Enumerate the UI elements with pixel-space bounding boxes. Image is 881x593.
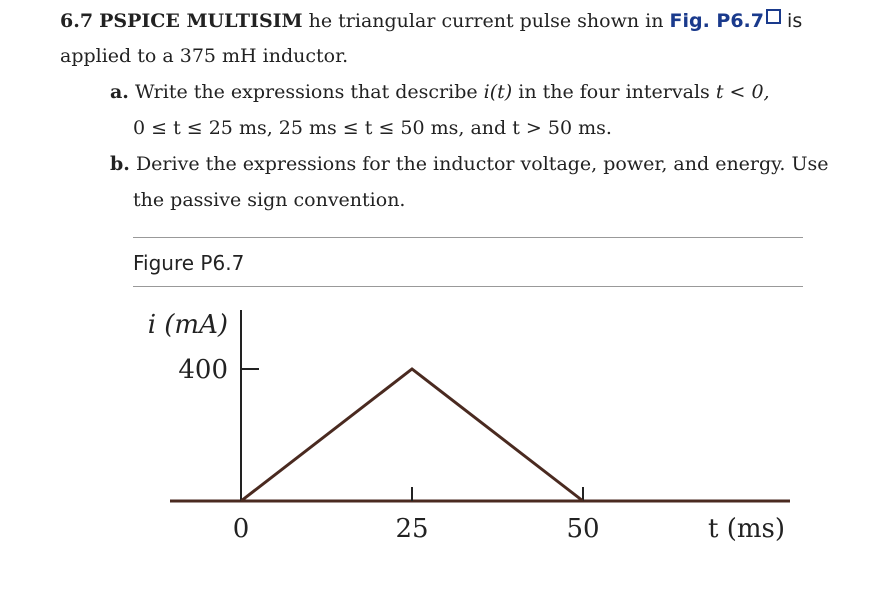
software-tags: PSPICE MULTISIM [99, 10, 303, 32]
x-tick-label: 25 [395, 514, 429, 544]
part-a-function: i(t) [483, 81, 513, 103]
part-a-text-2: in the four intervals [518, 81, 710, 103]
intro-text: he triangular current pulse shown in [308, 10, 664, 32]
y-axis-label: i (mA) [147, 310, 228, 340]
figure-caption: Figure P6.7 [133, 251, 245, 275]
part-a-text: Write the expressions that describe [134, 81, 478, 103]
part-a-condition: t < 0, [715, 81, 770, 103]
x-axis-label: t (ms) [708, 514, 785, 544]
part-b-line-2: the passive sign convention. [133, 189, 406, 211]
intro-text-2: is [787, 10, 803, 32]
problem-number: 6.7 [60, 10, 94, 32]
part-b-label: b. [110, 153, 130, 175]
y-tick-label: 400 [178, 355, 228, 385]
figure-link[interactable]: Fig. P6.7 [669, 10, 764, 32]
part-a-label: a. [110, 81, 129, 103]
x-tick-label: 0 [232, 514, 250, 544]
part-a-line-2: 0 ≤ t ≤ 25 ms, 25 ms ≤ t ≤ 50 ms, and t > 50 ms. [133, 117, 612, 139]
part-b-text: Derive the expressions for the inductor voltage, power, and energy. Use [135, 153, 829, 175]
current-series-line [241, 369, 583, 501]
x-tick-label: 50 [566, 514, 600, 544]
problem-line-2: applied to a 375 mH inductor. [60, 45, 349, 67]
